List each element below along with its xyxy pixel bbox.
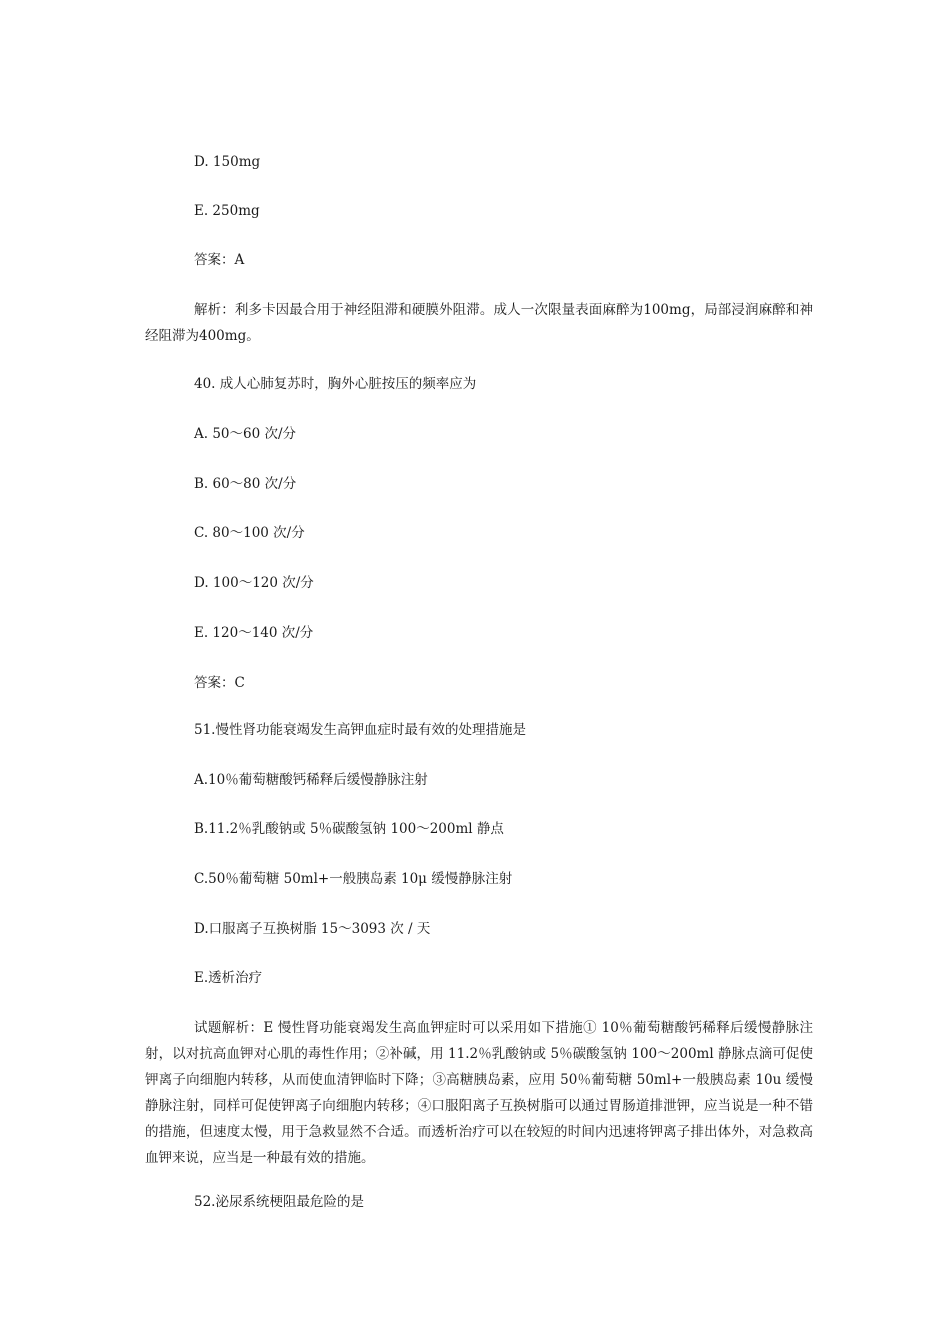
q51-option-a: A.10％葡萄糖酸钙稀释后缓慢静脉注射 bbox=[194, 772, 428, 788]
q39-option-e: E. 250mg bbox=[194, 203, 260, 219]
q51-option-d: D.口服离子互换树脂 15～3093 次 / 天 bbox=[194, 921, 431, 937]
q51-analysis: 试题解析：E 慢性肾功能衰竭发生高血钾症时可以采用如下措施① 10％葡萄糖酸钙稀释后缓慢静脉注射，以对抗高血钾对心肌的毒性作用；②补碱，用 11.2％乳酸钠或 5％碳酸氢钠 100～200ml 静脉点滴可促使钾离子向细胞内转移，从而使血清钾临时下降；③高糖胰岛素，应用 50％葡萄糖 50ml+一般胰岛素 10u 缓慢静脉注射，同样可促使钾离子向细胞内转移；④口服阳离子互换树脂可以通过胃肠道排泄钾，应当说是一种不错的措施，但速度太慢，用于急救显然不合适。而透析治疗可以在较短的时间内迅速将钾离子排出体外，对急救高血钾来说，应当是一种最有效的措施。 bbox=[145, 1020, 813, 1166]
q52-question: 52.泌尿系统梗阻最危险的是 bbox=[194, 1194, 364, 1210]
q40-answer: 答案：C bbox=[194, 675, 245, 691]
q40-option-b: B. 60～80 次/分 bbox=[194, 476, 297, 492]
q39-option-d: D. 150mg bbox=[194, 154, 261, 170]
q39-answer: 答案：A bbox=[194, 252, 245, 268]
q40-option-e: E. 120～140 次/分 bbox=[194, 625, 314, 641]
q40-option-d: D. 100～120 次/分 bbox=[194, 575, 314, 591]
q51-question: 51.慢性肾功能衰竭发生高钾血症时最有效的处理措施是 bbox=[194, 722, 526, 738]
q40-option-a: A. 50～60 次/分 bbox=[194, 426, 297, 442]
q51-option-c: C.50％葡萄糖 50ml+一般胰岛素 10μ 缓慢静脉注射 bbox=[194, 871, 513, 887]
q40-option-c: C. 80～100 次/分 bbox=[194, 525, 305, 541]
q51-option-e: E.透析治疗 bbox=[194, 970, 263, 986]
q40-question: 40. 成人心肺复苏时，胸外心脏按压的频率应为 bbox=[194, 376, 477, 392]
q51-option-b: B.11.2％乳酸钠或 5％碳酸氢钠 100～200ml 静点 bbox=[194, 821, 504, 837]
q39-analysis: 解析：利多卡因最合用于神经阻滞和硬膜外阻滞。成人一次限量表面麻醉为100mg，局部浸润麻醉和神经阻滞为400mg。 bbox=[145, 302, 813, 344]
